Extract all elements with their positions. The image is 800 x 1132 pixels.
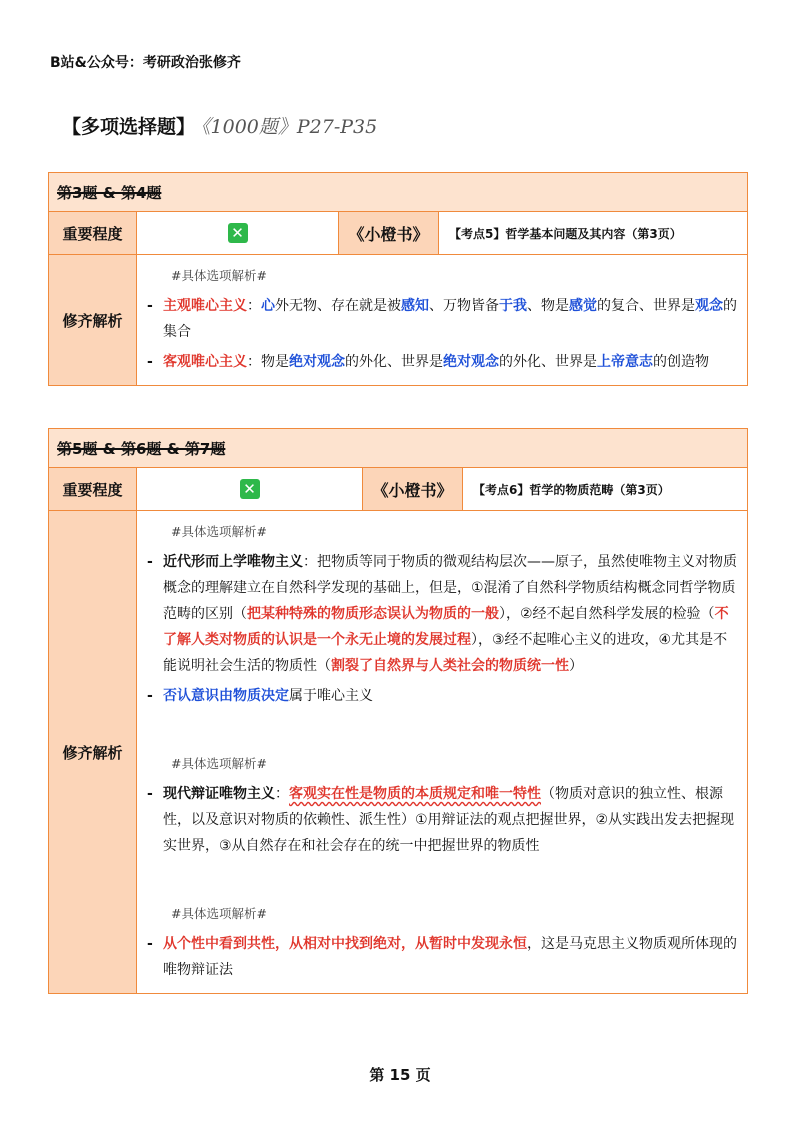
cross-box-icon: ✕ xyxy=(228,223,248,243)
cross-box-icon: ✕ xyxy=(240,479,260,499)
page-number: 第 15 页 xyxy=(369,1066,431,1084)
bullet-item: - 近代形而上学唯物主义：把物质等同于物质的微观结构层次——原子，虽然使唯物主义对物质概念的理解建立在自然科学发现的基础上，但是，①混淆了自然科学物质结构概念同哲学物质范畴的区别（把某种特殊的物质形态误认为物质的一般），②经不起自然科学发展的检验（不了解人类对物质的认识是一个永无止境的发展过程），③经不起唯心主义的进攻，④尤其是不能说明社会生活的物质性（割裂了自然界与人类社会的物质统一性） xyxy=(145,549,739,679)
importance-value xyxy=(137,468,363,511)
hashtag: #具体选项解析# xyxy=(171,756,267,771)
analysis-label: 修齐解析 xyxy=(49,511,137,994)
hashtag: #具体选项解析# xyxy=(171,906,267,921)
bullet-item: - 主观唯心主义：心外无物、存在就是被感知、万物皆备于我、物是感觉的复合、世界是观念的集合 xyxy=(145,293,739,345)
analysis-content xyxy=(137,511,748,994)
kaodian-text: 【考点6】哲学的物质范畴（第3页） xyxy=(463,468,748,511)
book-label: 《小橙书》 xyxy=(363,468,463,511)
bullet-item: - 现代辩证唯物主义：客观实在性是物质的本质规定和唯一特性（物质对意识的独立性、根源性，以及意识对物质的依赖性、派生性）①用辩证法的观点把握世界，②从实践出发去把握现实世界，③从自然存在和社会存在的统一中把握世界的物质性 xyxy=(145,781,739,859)
importance-label: 重要程度 xyxy=(49,468,137,511)
page-title xyxy=(62,112,377,139)
importance-label: 重要程度 xyxy=(49,212,137,255)
card-heading: 第5题 & 第6题 & 第7题 xyxy=(49,429,748,468)
hashtag: #具体选项解析# xyxy=(171,524,267,539)
importance-value xyxy=(137,212,339,255)
question-card-1 xyxy=(48,172,748,386)
title-bracket: 【多项选择题】 xyxy=(62,116,196,138)
bullet-item: - 客观唯心主义：物是绝对观念的外化、世界是绝对观念的外化、世界是上帝意志的创造物 xyxy=(145,349,739,375)
title-source: 《1000题》P27-P35 xyxy=(201,116,378,138)
hashtag: #具体选项解析# xyxy=(171,268,267,283)
bullet-item: - 否认意识由物质决定属于唯心主义 xyxy=(145,683,739,709)
analysis-content xyxy=(137,255,748,386)
kaodian-text: 【考点5】哲学基本问题及其内容（第3页） xyxy=(439,212,748,255)
bullet-item: - 从个性中看到共性，从相对中找到绝对，从暂时中发现永恒，这是马克思主义物质观所体现的唯物辩证法 xyxy=(145,931,739,983)
book-label: 《小橙书》 xyxy=(339,212,439,255)
card-heading: 第3题 & 第4题 xyxy=(49,173,748,212)
question-card-2 xyxy=(48,428,748,994)
header-note: B站&公众号：考研政治张修齐 xyxy=(50,55,241,71)
analysis-label: 修齐解析 xyxy=(49,255,137,386)
